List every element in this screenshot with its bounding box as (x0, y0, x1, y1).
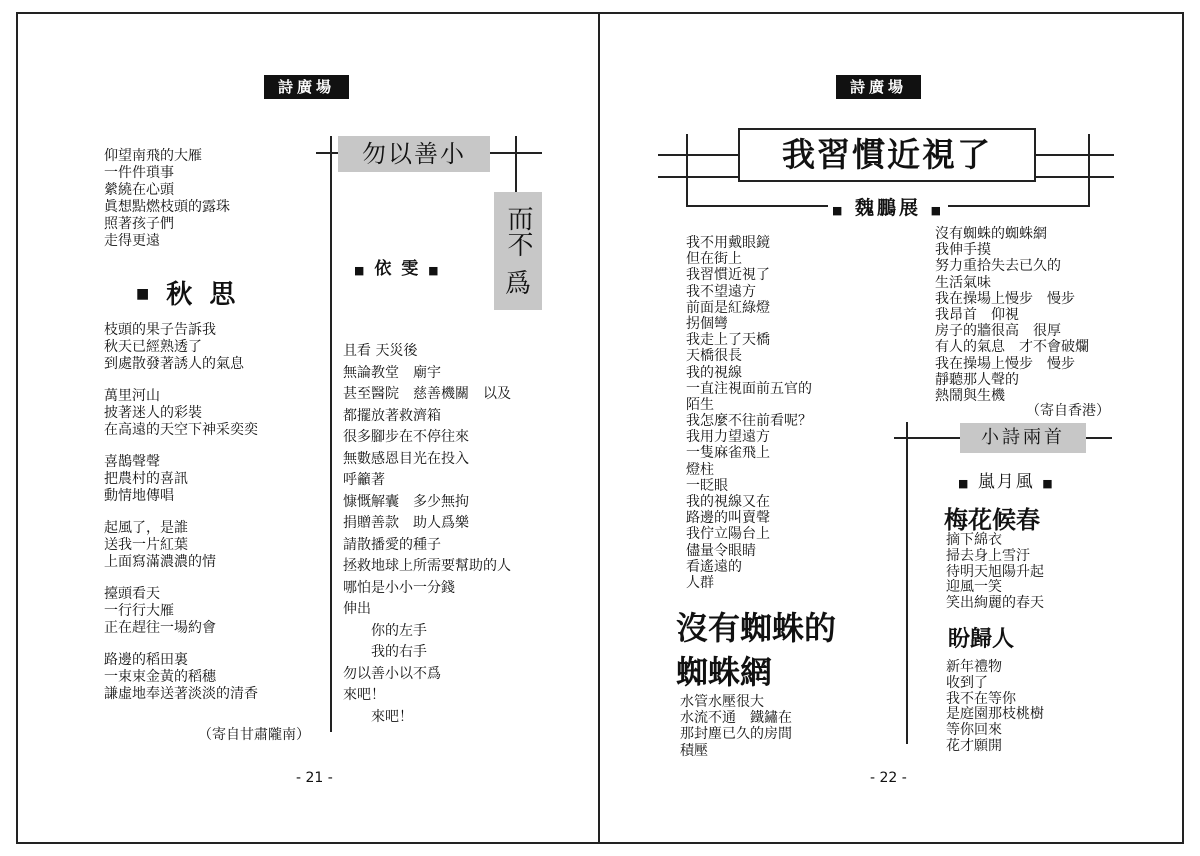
myopia-poem (686, 235, 812, 591)
good-author (354, 254, 441, 279)
poem-line: 謙虛地奉送著淡淡的清香 (104, 686, 258, 702)
poem-line: 正在趕往一場約會 (104, 620, 216, 636)
square-mark-icon: ■ (354, 264, 367, 277)
poem-line: 那封塵已久的房間 (680, 726, 792, 743)
poem-line: 我的右手 (343, 644, 427, 660)
spider-poem-b (935, 226, 1089, 404)
poem-line: 把農村的喜訊 (104, 471, 188, 487)
poem-line: 縈繞在心頭 (104, 182, 174, 198)
good-title-line2-b: 爲 (504, 269, 531, 299)
return-title: 盼歸人 (948, 627, 1015, 652)
poem-line: 來吧！ (343, 708, 413, 725)
stanza-gap (104, 373, 258, 388)
poem-line: 路邊的叫賣聲 (686, 510, 770, 527)
poem-line: 枝頭的果子告訴我 (104, 322, 216, 338)
poem-line: 披著迷人的彩裝 (104, 405, 202, 421)
poem-line: 走得更遠 (104, 233, 160, 249)
poem-line: 喜鵲聲聲 (104, 454, 160, 470)
book-spine (598, 12, 600, 844)
small-author-name: 嵐月風 (977, 472, 1035, 492)
poem-line: 我在操場上慢步 慢步 (935, 355, 1075, 372)
title-rule-vertical (330, 136, 332, 732)
poem-line: 你的左手 (343, 622, 427, 639)
stanza-gap (104, 439, 258, 454)
poem-line: 我的視線 (686, 364, 742, 381)
poem-line: 房子的牆很高 很厚 (935, 323, 1061, 340)
poem-line: 慷慨解囊 多少無拘 (343, 493, 469, 510)
poem-line: 上面寫滿濃濃的情 (104, 554, 216, 570)
section-header-right: 詩廣場 (836, 75, 921, 99)
square-mark-icon: ■ (958, 477, 971, 490)
main-title-rule-left (686, 134, 688, 206)
square-mark-icon: ■ (428, 264, 441, 277)
square-mark-icon: ■ (136, 286, 154, 302)
poem-line: 仰望南飛的大雁 (104, 148, 202, 164)
poem-line: 我不用戴眼鏡 (686, 235, 770, 251)
poem-line: 儘量令眼睛 (686, 542, 756, 559)
poem-line: 捐贈善款 助人爲樂 (343, 515, 469, 531)
poem-line: 伸出 (343, 601, 371, 617)
poem-line: 水管水壓很大 (680, 694, 764, 710)
page-number-right: - 22 - (870, 770, 907, 786)
poem-line: 甚至醫院 慈善機關 以及 (343, 386, 511, 402)
spider-title-line2: 蜘蛛網 (676, 653, 773, 691)
spider-poem-a (680, 694, 792, 759)
poem-line: 看遙遠的 (686, 558, 742, 575)
poem-line: 熱鬧與生機 (935, 387, 1005, 404)
poem-line: 我的視線又在 (686, 494, 770, 510)
poem-line: 我走上了天橋 (686, 332, 770, 349)
poem-line: 笑出絢麗的春天 (946, 595, 1044, 612)
spider-title-line1: 沒有蜘蛛的 (676, 609, 837, 647)
poem-line: 哪怕是小小一分錢 (343, 579, 455, 596)
poem-line: 我伸手摸 (935, 242, 991, 259)
poem-line: 照著孩子們 (104, 216, 174, 232)
poem-line: 我佇立陽台上 (686, 526, 770, 543)
poem-line: 沒有蜘蛛的蜘蛛網 (935, 226, 1047, 242)
page-number-left: - 21 - (296, 770, 333, 786)
poem-line: 但在街上 (686, 251, 742, 268)
poem-line: 無論教堂 廟宇 (343, 364, 441, 381)
poem-line: 路邊的稻田裏 (104, 652, 188, 668)
autumn-title-text: 秋 思 (166, 280, 240, 310)
poem-line: 迎風一笑 (946, 579, 1002, 596)
poem-line: 無數感恩目光在投入 (343, 450, 469, 467)
hk-origin-note: （寄自香港） (1026, 403, 1110, 419)
poem-line: 一束束金黃的稻穗 (104, 669, 216, 685)
poem-line: 陌生 (686, 396, 714, 413)
poem-line: 擡頭看天 (104, 586, 160, 602)
plum-poem (946, 533, 1044, 612)
plum-title: 梅花候春 (944, 506, 1040, 534)
poem-line: 秋天已經熟透了 (104, 339, 202, 355)
good-title-line2-a: 而不 (503, 205, 533, 257)
poem-line: 掃去身上雪汙 (946, 547, 1030, 564)
main-title: 我習慣近視了 (738, 128, 1036, 182)
poem-line: 一件件瑣事 (104, 165, 174, 181)
square-mark-icon: ■ (832, 204, 846, 217)
poem-line: 請散播愛的種子 (343, 536, 441, 553)
autumn-origin-note: （寄自甘肅隴南） (198, 727, 310, 743)
stanza-gap (104, 505, 258, 520)
poem-line: 我用力望遠方 (686, 429, 770, 446)
poem-line: 拯救地球上所需要幫助的人 (343, 558, 511, 574)
stanza-gap (104, 571, 258, 586)
poem-line: 我昂首 仰視 (935, 306, 1019, 323)
main-author (828, 193, 948, 220)
poem-line: 積壓 (680, 742, 708, 759)
good-poem (343, 341, 511, 728)
poem-line: 拐個彎 (686, 315, 728, 332)
good-title-line2 (494, 192, 542, 310)
poem-line: 燈柱 (686, 461, 714, 478)
poem-line: 且看 天災後 (343, 343, 418, 359)
poem-line: 都擺放著救濟箱 (343, 407, 441, 424)
title-rule-vertical-right (515, 136, 517, 196)
square-mark-icon: ■ (930, 204, 945, 217)
poem-line: 新年禮物 (946, 659, 1002, 675)
poem-line: 收到了 (946, 674, 988, 691)
good-author-name: 依 雯 (374, 259, 421, 279)
poem-line: 起風了，是誰 (104, 520, 188, 536)
poem-line: 生活氣味 (935, 274, 991, 291)
small-poems-label: 小詩兩首 (960, 423, 1086, 453)
poem-line: 勿以善小以不爲 (343, 665, 441, 682)
poem-line: 動情地傳唱 (104, 488, 174, 504)
stanza-gap (104, 637, 258, 652)
poem-line: 送我一片紅葉 (104, 537, 188, 553)
poem-line: 一行行大雁 (104, 603, 174, 619)
poem-line: 我習慣近視了 (686, 267, 770, 284)
small-poems-rule-vertical (906, 422, 908, 744)
poem-line: 我在操場上慢步 慢步 (935, 290, 1075, 307)
poem-line: 來吧！ (343, 687, 385, 703)
poem-line: 靜聽那人聲的 (935, 371, 1019, 388)
poem-line: 一隻麻雀飛上 (686, 445, 770, 462)
poem-line: 人群 (686, 574, 714, 591)
poem-line: 有人的氣息 才不會破爛 (935, 339, 1089, 356)
square-mark-icon: ■ (1042, 477, 1055, 490)
poem-line: 摘下綿衣 (946, 532, 1002, 548)
poem-line: 努力重拾失去已久的 (935, 258, 1061, 275)
main-title-rule-right (1088, 134, 1090, 206)
main-author-name: 魏鵬展 (855, 197, 922, 219)
intro-poem (104, 148, 230, 250)
poem-line: 我怎麼不往前看呢？ (686, 413, 812, 430)
poem-line: 待明天旭陽升起 (946, 563, 1044, 580)
section-header-left: 詩廣場 (264, 75, 349, 99)
spider-title (676, 606, 836, 694)
poem-line: 前面是紅綠燈 (686, 299, 770, 316)
poem-line: 花才願開 (946, 737, 1002, 754)
poem-line: 等你回來 (946, 722, 1002, 739)
poem-line: 眞想點燃枝頭的露珠 (104, 199, 230, 215)
poem-line: 我不望遠方 (686, 283, 756, 300)
small-author (958, 467, 1055, 492)
poem-line: 萬里河山 (104, 388, 160, 404)
poem-line: 很多腳步在不停往來 (343, 429, 469, 445)
poem-line: 一直注視面前五官的 (686, 380, 812, 397)
good-title-line1: 勿以善小 (338, 136, 490, 172)
poem-line: 到處散發著誘人的氣息 (104, 356, 244, 372)
poem-line: 水流不通 鐵鏽在 (680, 710, 792, 727)
poem-line: 一眨眼 (686, 477, 728, 494)
autumn-title (136, 274, 239, 311)
autumn-poem (104, 322, 258, 703)
return-poem (946, 660, 1044, 755)
poem-line: 是庭園那枝桃樹 (946, 706, 1044, 723)
poem-line: 在高遠的天空下神采奕奕 (104, 422, 258, 438)
poem-line: 天橋很長 (686, 348, 742, 365)
poem-line: 我不在等你 (946, 690, 1016, 707)
poem-line: 呼籲著 (343, 472, 385, 488)
